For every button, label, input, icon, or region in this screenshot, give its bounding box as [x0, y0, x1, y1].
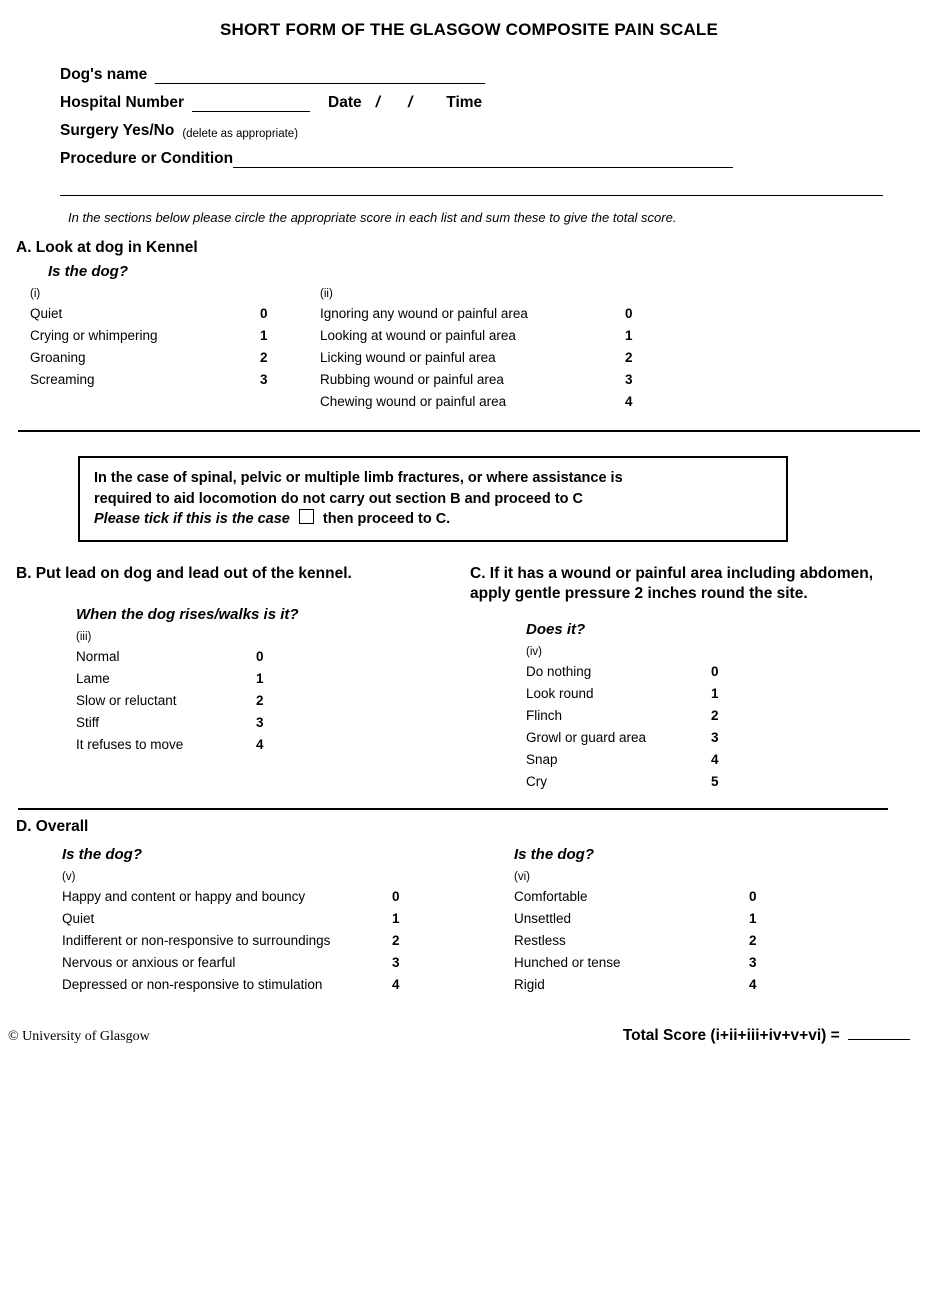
option-label: Licking wound or painful area	[320, 350, 496, 365]
option-label: Hunched or tense	[514, 954, 621, 970]
option-score: 4	[749, 976, 757, 992]
section-c-question: Does it?	[526, 620, 586, 638]
option-score: 4	[625, 394, 633, 409]
option-label: Quiet	[62, 910, 95, 926]
section-a-columns	[30, 288, 938, 416]
option-score: 0	[392, 888, 400, 904]
option-score: 5	[711, 773, 719, 789]
list-item[interactable]	[514, 977, 920, 992]
section-a-question: Is the dog?	[48, 263, 128, 280]
list-item[interactable]	[30, 306, 320, 321]
option-score: 2	[749, 932, 757, 948]
option-score: 4	[256, 737, 264, 753]
option-label: Rubbing wound or painful area	[320, 372, 504, 387]
option-score: 3	[260, 372, 268, 387]
option-score: 0	[260, 306, 268, 321]
option-score: 1	[625, 328, 633, 343]
option-label: Quiet	[30, 306, 63, 321]
option-score: 2	[625, 350, 633, 365]
option-score: 3	[711, 729, 719, 745]
dogs-name-row	[60, 66, 883, 84]
option-label: Nervous or anxious or fearful	[62, 954, 236, 970]
hospital-number-field[interactable]	[192, 97, 310, 112]
procedure-field[interactable]	[233, 153, 733, 168]
option-score: 3	[256, 715, 264, 731]
total-score-row	[623, 1025, 910, 1045]
list-item[interactable]	[320, 328, 720, 343]
list-v-options	[62, 889, 480, 992]
section-a-list-i	[30, 288, 320, 416]
list-item[interactable]	[76, 715, 470, 730]
option-score: 2	[392, 932, 400, 948]
list-item[interactable]	[30, 350, 320, 365]
option-score: 3	[625, 372, 633, 387]
procedure-field-line-2[interactable]	[60, 194, 883, 196]
date-separator-1: /	[375, 94, 380, 111]
list-item[interactable]	[76, 737, 470, 752]
option-label: Crying or whimpering	[30, 328, 158, 343]
option-label: Screaming	[30, 372, 95, 387]
option-label: Chewing wound or painful area	[320, 394, 507, 409]
option-label: Do nothing	[526, 663, 592, 679]
list-v-roman: (v)	[62, 870, 76, 883]
option-score: 2	[256, 693, 264, 709]
option-score: 0	[256, 649, 264, 665]
option-score: 3	[392, 954, 400, 970]
pain-scale-form-page	[0, 20, 938, 1312]
option-label: Look round	[526, 685, 594, 701]
option-score: 4	[392, 976, 400, 992]
instructions-text: In the sections below please circle the appropriate score in each list and sum these to give the total score.	[68, 210, 677, 225]
total-score-field[interactable]	[848, 1025, 910, 1040]
list-item[interactable]	[62, 955, 480, 970]
list-item[interactable]	[62, 911, 480, 926]
notice-box	[78, 456, 788, 542]
option-label: Ignoring any wound or painful area	[320, 306, 528, 321]
option-label: It refuses to move	[76, 737, 184, 753]
list-iii-options	[76, 649, 470, 752]
list-item[interactable]	[514, 911, 920, 926]
section-d-question-right: Is the dog?	[514, 845, 594, 863]
divider-after-section-a	[18, 430, 920, 432]
list-item[interactable]	[526, 774, 910, 789]
dogs-name-field[interactable]	[155, 69, 485, 84]
section-d-question-left: Is the dog?	[62, 845, 142, 863]
notice-line-1: In the case of spinal, pelvic or multiple limb fractures, or where assistance is	[94, 470, 623, 486]
option-label: Lame	[76, 671, 110, 687]
option-label: Slow or reluctant	[76, 693, 177, 709]
option-label: Groaning	[30, 350, 86, 365]
list-item[interactable]	[320, 372, 720, 387]
header-form	[60, 66, 883, 168]
option-label: Restless	[514, 932, 566, 948]
option-label: Flinch	[526, 707, 563, 723]
page-title: SHORT FORM OF THE GLASGOW COMPOSITE PAIN SCALE	[219, 20, 719, 39]
list-iv-roman: (iv)	[526, 645, 542, 658]
section-c-heading: C. If it has a wound or painful area including abdomen, apply gentle pressure 2 inches round the site.	[470, 564, 874, 603]
total-score-label: Total Score (i+ii+iii+iv+v+vi) =	[622, 1026, 840, 1044]
option-score: 3	[749, 954, 757, 970]
option-score: 0	[625, 306, 633, 321]
divider-before-section-d	[18, 808, 888, 810]
option-label: Cry	[526, 773, 547, 789]
list-ii-roman: (ii)	[320, 288, 333, 300]
section-d-list-vi	[480, 846, 920, 999]
hospital-number-label: Hospital Number	[60, 94, 185, 111]
option-label: Unsettled	[514, 910, 572, 926]
list-item[interactable]	[320, 306, 720, 321]
surgery-note: (delete as appropriate)	[182, 128, 299, 140]
section-d-columns	[0, 846, 938, 999]
list-ii-options	[320, 306, 720, 409]
notice-line-2: required to aid locomotion do not carry out section B and proceed to C	[94, 490, 584, 507]
option-score: 0	[711, 663, 719, 679]
option-label: Depressed or non-responsive to stimulation	[62, 976, 323, 992]
date-separator-2: /	[407, 94, 413, 111]
list-item[interactable]	[76, 693, 470, 708]
section-b	[0, 564, 470, 796]
list-item[interactable]	[30, 372, 320, 387]
section-d-list-v	[0, 846, 480, 999]
option-score: 1	[256, 671, 264, 687]
hospital-number-row	[60, 94, 883, 112]
list-item[interactable]	[514, 889, 920, 904]
surgery-label[interactable]: Surgery Yes/No	[60, 122, 175, 139]
section-c	[470, 564, 930, 796]
list-i-roman: (i)	[30, 288, 41, 300]
sections-b-c	[0, 564, 938, 796]
list-item[interactable]	[62, 933, 480, 948]
list-item[interactable]	[76, 649, 470, 664]
dogs-name-label: Dog's name	[60, 66, 148, 83]
section-a-heading: A. Look at dog in Kennel	[16, 239, 198, 256]
surgery-row	[60, 122, 883, 140]
copyright-text: © University of Glasgow	[8, 1028, 150, 1044]
date-label: Date	[328, 94, 362, 111]
list-item[interactable]	[526, 752, 910, 767]
option-label: Snap	[526, 751, 558, 767]
option-label: Stiff	[76, 715, 100, 731]
option-score: 2	[711, 707, 719, 723]
time-label: Time	[446, 94, 483, 111]
option-score: 1	[392, 910, 400, 926]
list-item[interactable]	[76, 671, 470, 686]
footer	[0, 1025, 938, 1045]
notice-line-3-rest: then proceed to C.	[322, 511, 451, 528]
section-d-heading: D. Overall	[16, 817, 89, 835]
option-label: Growl or guard area	[526, 729, 647, 745]
option-score: 2	[260, 350, 268, 365]
option-score: 1	[260, 328, 268, 343]
list-item[interactable]	[526, 664, 910, 679]
procedure-label: Procedure or Condition	[60, 150, 234, 167]
list-item[interactable]	[514, 933, 920, 948]
option-score: 0	[749, 888, 757, 904]
list-iii-roman: (iii)	[76, 631, 92, 644]
list-item[interactable]	[526, 686, 910, 701]
option-label: Indifferent or non-responsive to surroundings	[62, 932, 331, 948]
option-label: Normal	[76, 649, 120, 665]
notice-checkbox[interactable]	[299, 509, 314, 524]
list-iv-options	[526, 664, 910, 789]
option-score: 1	[749, 910, 757, 926]
section-b-body	[76, 606, 470, 752]
section-c-body	[526, 621, 910, 789]
section-b-question: When the dog rises/walks is it?	[76, 606, 299, 624]
list-item[interactable]	[62, 889, 480, 904]
list-item[interactable]	[320, 394, 720, 409]
option-label: Looking at wound or painful area	[320, 328, 516, 343]
list-item[interactable]	[30, 328, 320, 343]
list-vi-options	[514, 889, 920, 992]
list-i-options	[30, 306, 320, 387]
section-a-list-ii	[320, 288, 720, 416]
procedure-row	[60, 150, 883, 168]
list-item[interactable]	[62, 977, 480, 992]
list-vi-roman: (vi)	[514, 870, 530, 883]
option-label: Rigid	[514, 976, 545, 992]
list-item[interactable]	[526, 730, 910, 745]
option-score: 1	[711, 685, 719, 701]
option-label: Happy and content or happy and bouncy	[62, 888, 306, 904]
option-label: Comfortable	[514, 888, 588, 904]
list-item[interactable]	[514, 955, 920, 970]
list-item[interactable]	[526, 708, 910, 723]
section-b-heading: B. Put lead on dog and lead out of the kennel.	[16, 564, 352, 582]
list-item[interactable]	[320, 350, 720, 365]
option-score: 4	[711, 751, 719, 767]
notice-tick-instruction: Please tick if this is the case	[94, 511, 290, 528]
